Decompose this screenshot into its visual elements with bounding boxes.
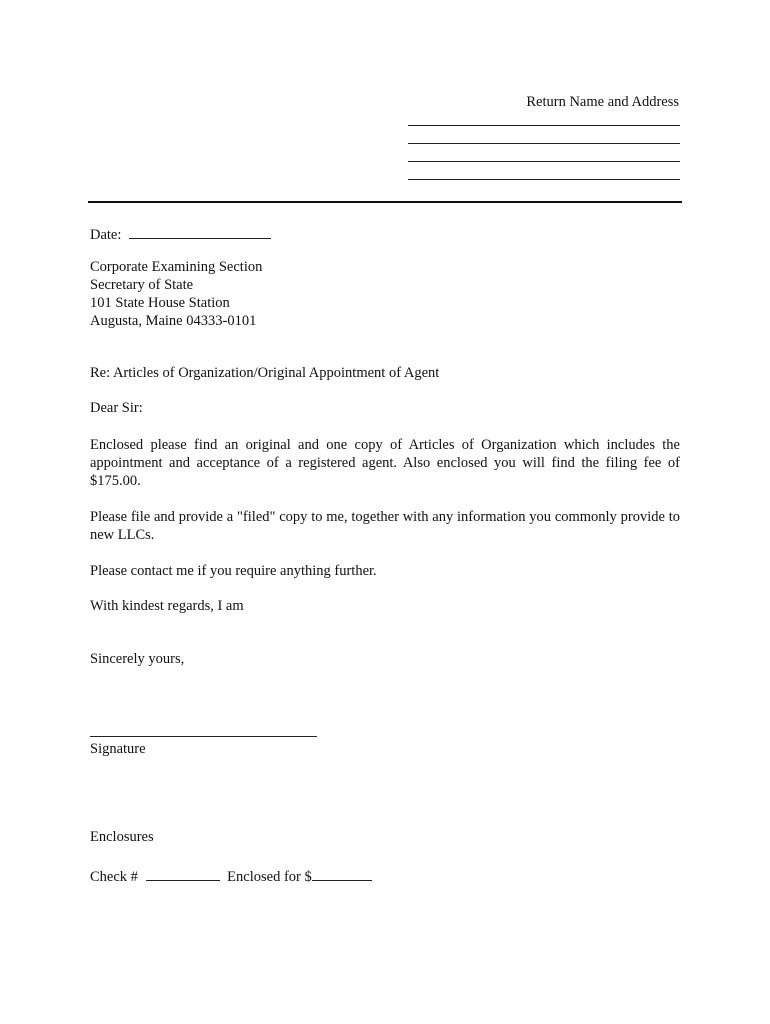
return-address-line-4[interactable]	[408, 179, 680, 180]
date-field[interactable]	[129, 223, 271, 239]
header-divider	[88, 201, 682, 203]
subject-line: Re: Articles of Organization/Original Appointment of Agent	[90, 365, 440, 381]
check-row	[90, 865, 372, 886]
addressee-line: Corporate Examining Section	[90, 259, 263, 275]
check-number-label: Check #	[90, 869, 138, 885]
enclosures-label: Enclosures	[90, 829, 154, 845]
addressee-line: Augusta, Maine 04333-0101	[90, 313, 257, 329]
return-address-line-2[interactable]	[408, 143, 680, 144]
enclosed-amount-field[interactable]	[312, 865, 372, 881]
date-row	[90, 223, 271, 244]
return-address-line-1[interactable]	[408, 125, 680, 126]
signature-line[interactable]	[90, 736, 317, 737]
body-paragraph-1: Enclosed please find an original and one copy of Articles of Organization which includes the appointment and acceptance of a registered agent. Also enclosed you will find the filing fee of $175.00.	[90, 437, 680, 489]
enclosed-for-label: Enclosed for $	[227, 869, 312, 885]
salutation: Dear Sir:	[90, 400, 143, 416]
return-address-label: Return Name and Address	[526, 94, 679, 110]
closing: Sincerely yours,	[90, 651, 185, 667]
signature-label: Signature	[90, 741, 146, 757]
return-address-line-3[interactable]	[408, 161, 680, 162]
addressee-line: Secretary of State	[90, 277, 194, 293]
addressee-block	[90, 258, 262, 330]
addressee-line: 101 State House Station	[90, 295, 230, 311]
body-paragraph-4: With kindest regards, I am	[90, 598, 244, 614]
body-paragraph-2: Please file and provide a "filed" copy to me, together with any information you commonly provide to new LLCs.	[90, 509, 680, 543]
body-paragraph-3: Please contact me if you require anything further.	[90, 563, 377, 579]
date-label: Date:	[90, 227, 122, 243]
check-number-field[interactable]	[146, 865, 220, 881]
